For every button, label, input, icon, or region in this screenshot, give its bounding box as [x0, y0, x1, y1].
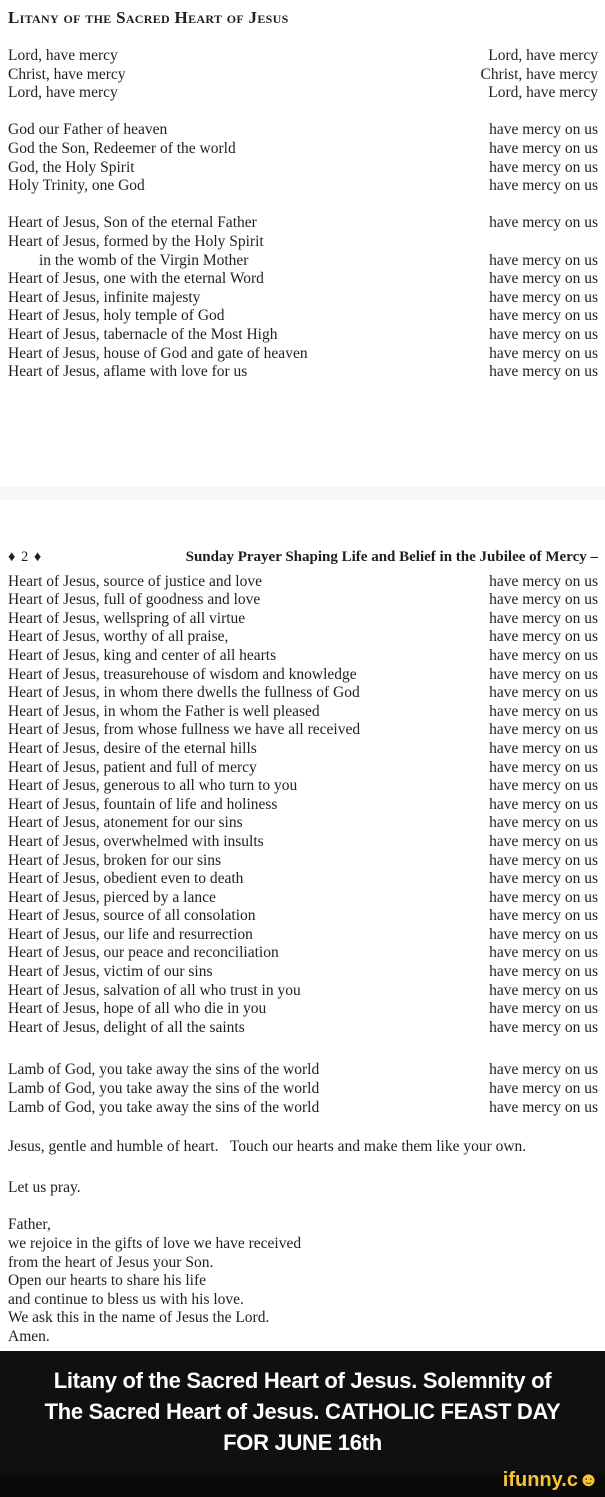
prayer-line: Amen.: [8, 1327, 50, 1345]
litany-call: Heart of Jesus, broken for our sins: [8, 851, 222, 869]
litany-call: Lord, have mercy: [8, 47, 118, 64]
litany-call: Heart of Jesus, source of all consolation: [8, 907, 256, 925]
litany-row: [8, 121, 598, 140]
litany-row: [8, 814, 598, 833]
litany-response: have mercy on us: [489, 251, 598, 269]
caption-line: Litany of the Sacred Heart of Jesus. Solemnity of: [53, 1368, 552, 1393]
prayer-line: We ask this in the name of Jesus the Lord.: [8, 1309, 270, 1327]
litany-row: [8, 963, 598, 982]
litany-row: [8, 833, 598, 852]
litany-call: Heart of Jesus, formed by the Holy Spirit: [8, 232, 264, 250]
litany-row: [8, 944, 598, 963]
litany-response: have mercy on us: [489, 870, 598, 888]
litany-call: Heart of Jesus, house of God and gate of heaven: [8, 344, 308, 362]
litany-response: have mercy on us: [489, 158, 598, 176]
litany-row: [8, 1099, 598, 1118]
litany-row: [8, 159, 598, 178]
caption-line: The Sacred Heart of Jesus. CATHOLIC FEAST DAY: [44, 1399, 561, 1424]
litany-response: have mercy on us: [489, 907, 598, 925]
litany-call: God the Son, Redeemer of the world: [8, 139, 236, 157]
litany-row: [8, 647, 598, 666]
litany-row: [8, 1080, 598, 1099]
litany-call: God our Father of heaven: [8, 121, 168, 139]
litany-response: have mercy on us: [489, 832, 598, 850]
litany-row: [8, 1061, 598, 1080]
litany-call: Heart of Jesus, pierced by a lance: [8, 888, 216, 906]
litany-row: [8, 47, 598, 66]
document-page-1: [0, 0, 605, 487]
litany-response: have mercy on us: [489, 981, 598, 999]
litany-row: [8, 889, 598, 908]
litany-call: Heart of Jesus, hope of all who die in you: [8, 1000, 267, 1018]
litany-call: Heart of Jesus, our peace and reconciliation: [8, 944, 279, 962]
litany-response: have mercy on us: [489, 721, 598, 739]
litany-response: have mercy on us: [489, 325, 598, 343]
litany-response: have mercy on us: [489, 758, 598, 776]
litany-response: have mercy on us: [489, 1098, 598, 1116]
page-break-band: [0, 487, 605, 500]
litany-call: Heart of Jesus, delight of all the saints: [8, 1018, 245, 1036]
litany-call: Heart of Jesus, salvation of all who trust in you: [8, 981, 301, 999]
litany-call: Heart of Jesus, fountain of life and holiness: [8, 795, 278, 813]
litany-response: have mercy on us: [489, 288, 598, 306]
section-lamb-of-god: [8, 1061, 598, 1117]
litany-call: Heart of Jesus, aflame with love for us: [8, 363, 248, 381]
litany-response: have mercy on us: [489, 344, 598, 362]
litany-row: [8, 703, 598, 722]
litany-response: have mercy on us: [489, 795, 598, 813]
litany-response: have mercy on us: [489, 214, 598, 232]
litany-call: God, the Holy Spirit: [8, 158, 135, 176]
litany-call: Heart of Jesus, worthy of all praise,: [8, 628, 229, 646]
litany-row: [8, 907, 598, 926]
litany-call: Heart of Jesus, infinite majesty: [8, 288, 201, 306]
document-page-2: [0, 500, 605, 1351]
litany-response: have mercy on us: [489, 851, 598, 869]
litany-response: have mercy on us: [489, 1000, 598, 1018]
litany-response: have mercy on us: [489, 307, 598, 325]
litany-call: Heart of Jesus, in whom the Father is well pleased: [8, 702, 320, 720]
litany-response: have mercy on us: [489, 665, 598, 683]
litany-response: have mercy on us: [489, 684, 598, 702]
page-number-marker: ♦ 2 ♦: [8, 549, 43, 565]
litany-row: [8, 628, 598, 647]
litany-response: have mercy on us: [489, 177, 598, 195]
litany-call: Heart of Jesus, king and center of all hearts: [8, 646, 277, 664]
litany-row: [8, 289, 598, 308]
litany-response: have mercy on us: [489, 572, 598, 590]
caption-line: FOR JUNE 16th: [223, 1430, 382, 1455]
prayer-line: and continue to bless us with his love.: [8, 1290, 244, 1308]
litany-row: [8, 252, 598, 271]
litany-row: [8, 214, 598, 233]
litany-call: Heart of Jesus, desire of the eternal hills: [8, 739, 257, 757]
page-2-header: [8, 548, 598, 567]
litany-call: Lamb of God, you take away the sins of the world: [8, 1098, 320, 1116]
litany-response: have mercy on us: [489, 1018, 598, 1036]
litany-call: Heart of Jesus, generous to all who turn to you: [8, 777, 298, 795]
litany-call: Holy Trinity, one God: [8, 177, 145, 195]
litany-response: have mercy on us: [489, 363, 598, 381]
litany-response: have mercy on us: [489, 139, 598, 157]
litany-row: [8, 777, 598, 796]
litany-response: have mercy on us: [489, 739, 598, 757]
litany-response: have mercy on us: [489, 628, 598, 646]
running-header: Sunday Prayer Shaping Life and Belief in the Jubilee of Mercy –: [185, 549, 598, 565]
litany-row: [8, 1000, 598, 1019]
litany-row: [8, 666, 598, 685]
litany-row: [8, 852, 598, 871]
litany-row: [8, 982, 598, 1001]
litany-call: Heart of Jesus, one with the eternal Word: [8, 270, 264, 288]
litany-row: [8, 140, 598, 159]
ifunny-logo-text: ifunny.c: [502, 1469, 578, 1491]
litany-row: [8, 591, 598, 610]
litany-call: Heart of Jesus, source of justice and love: [8, 572, 262, 590]
litany-response: have mercy on us: [489, 121, 598, 139]
caption-bar: [0, 1351, 605, 1473]
section-heart-of-jesus-part2: [8, 573, 598, 1038]
litany-response: Lord, have mercy: [488, 84, 598, 102]
litany-row: [8, 926, 598, 945]
section-heart-of-jesus-part1: [8, 214, 598, 381]
litany-row: [8, 233, 598, 252]
litany-response: Lord, have mercy: [488, 47, 598, 64]
smiley-o-icon: ☻: [577, 1469, 599, 1491]
litany-row: [8, 84, 598, 103]
prayer-line: Father,: [8, 1216, 51, 1234]
litany-row: [8, 345, 598, 364]
litany-response: have mercy on us: [489, 925, 598, 943]
litany-call: Heart of Jesus, victim of our sins: [8, 963, 213, 981]
litany-call: in the womb of the Virgin Mother: [39, 251, 249, 269]
litany-call: Lamb of God, you take away the sins of the world: [8, 1061, 320, 1079]
litany-row: [8, 796, 598, 815]
litany-call: Lamb of God, you take away the sins of the world: [8, 1080, 320, 1098]
section-invocations-of-god: [8, 121, 598, 195]
litany-call: Heart of Jesus, from whose fullness we have all received: [8, 721, 361, 739]
litany-row: [8, 326, 598, 345]
litany-row: [8, 870, 598, 889]
litany-response: have mercy on us: [489, 702, 598, 720]
litany-response: have mercy on us: [489, 888, 598, 906]
litany-response: have mercy on us: [489, 591, 598, 609]
litany-row: [8, 363, 598, 382]
litany-call: Christ, have mercy: [8, 65, 126, 83]
litany-call: Heart of Jesus, our life and resurrection: [8, 925, 253, 943]
litany-call: Heart of Jesus, overwhelmed with insults: [8, 832, 264, 850]
litany-row: [8, 759, 598, 778]
section-kyrie: [8, 47, 598, 103]
litany-response: Christ, have mercy: [480, 65, 598, 83]
litany-response: have mercy on us: [489, 777, 598, 795]
litany-call: Heart of Jesus, atonement for our sins: [8, 814, 243, 832]
ifunny-logo: [503, 1467, 599, 1493]
litany-row: [8, 307, 598, 326]
litany-row: [8, 721, 598, 740]
litany-call: Heart of Jesus, full of goodness and love: [8, 591, 261, 609]
litany-call: Heart of Jesus, holy temple of God: [8, 307, 225, 325]
litany-response: have mercy on us: [489, 1080, 598, 1098]
jesus-gentle-line: Jesus, gentle and humble of heart. Touch our hearts and make them like your own.: [8, 1138, 527, 1156]
litany-row: [8, 610, 598, 629]
litany-response: have mercy on us: [489, 814, 598, 832]
let-us-pray-line: Let us pray.: [8, 1178, 81, 1196]
litany-call: Heart of Jesus, in whom there dwells the fullness of God: [8, 684, 360, 702]
litany-call: Heart of Jesus, patient and full of mercy: [8, 758, 257, 776]
litany-response: have mercy on us: [489, 609, 598, 627]
litany-call: Heart of Jesus, tabernacle of the Most High: [8, 325, 278, 343]
closing-prayer: [8, 1216, 598, 1346]
litany-call: Lord, have mercy: [8, 84, 118, 102]
litany-row: [8, 66, 598, 85]
document-title: Litany of the Sacred Heart of Jesus: [8, 8, 289, 27]
litany-call: Heart of Jesus, obedient even to death: [8, 870, 244, 888]
litany-row: [8, 177, 598, 196]
litany-response: have mercy on us: [489, 944, 598, 962]
litany-row: [8, 573, 598, 592]
litany-response: have mercy on us: [489, 270, 598, 288]
litany-row: [8, 270, 598, 289]
litany-call: Heart of Jesus, Son of the eternal Father: [8, 214, 257, 232]
litany-response: have mercy on us: [489, 646, 598, 664]
litany-response: have mercy on us: [489, 1061, 598, 1079]
prayer-line: we rejoice in the gifts of love we have received: [8, 1235, 302, 1252]
prayer-line: from the heart of Jesus your Son.: [8, 1253, 214, 1271]
litany-call: Heart of Jesus, wellspring of all virtue: [8, 609, 246, 627]
litany-call: Heart of Jesus, treasurehouse of wisdom and knowledge: [8, 665, 357, 683]
litany-row: [8, 684, 598, 703]
litany-row: [8, 1019, 598, 1038]
litany-row: [8, 740, 598, 759]
litany-response: have mercy on us: [489, 963, 598, 981]
prayer-line: Open our hearts to share his life: [8, 1272, 206, 1290]
